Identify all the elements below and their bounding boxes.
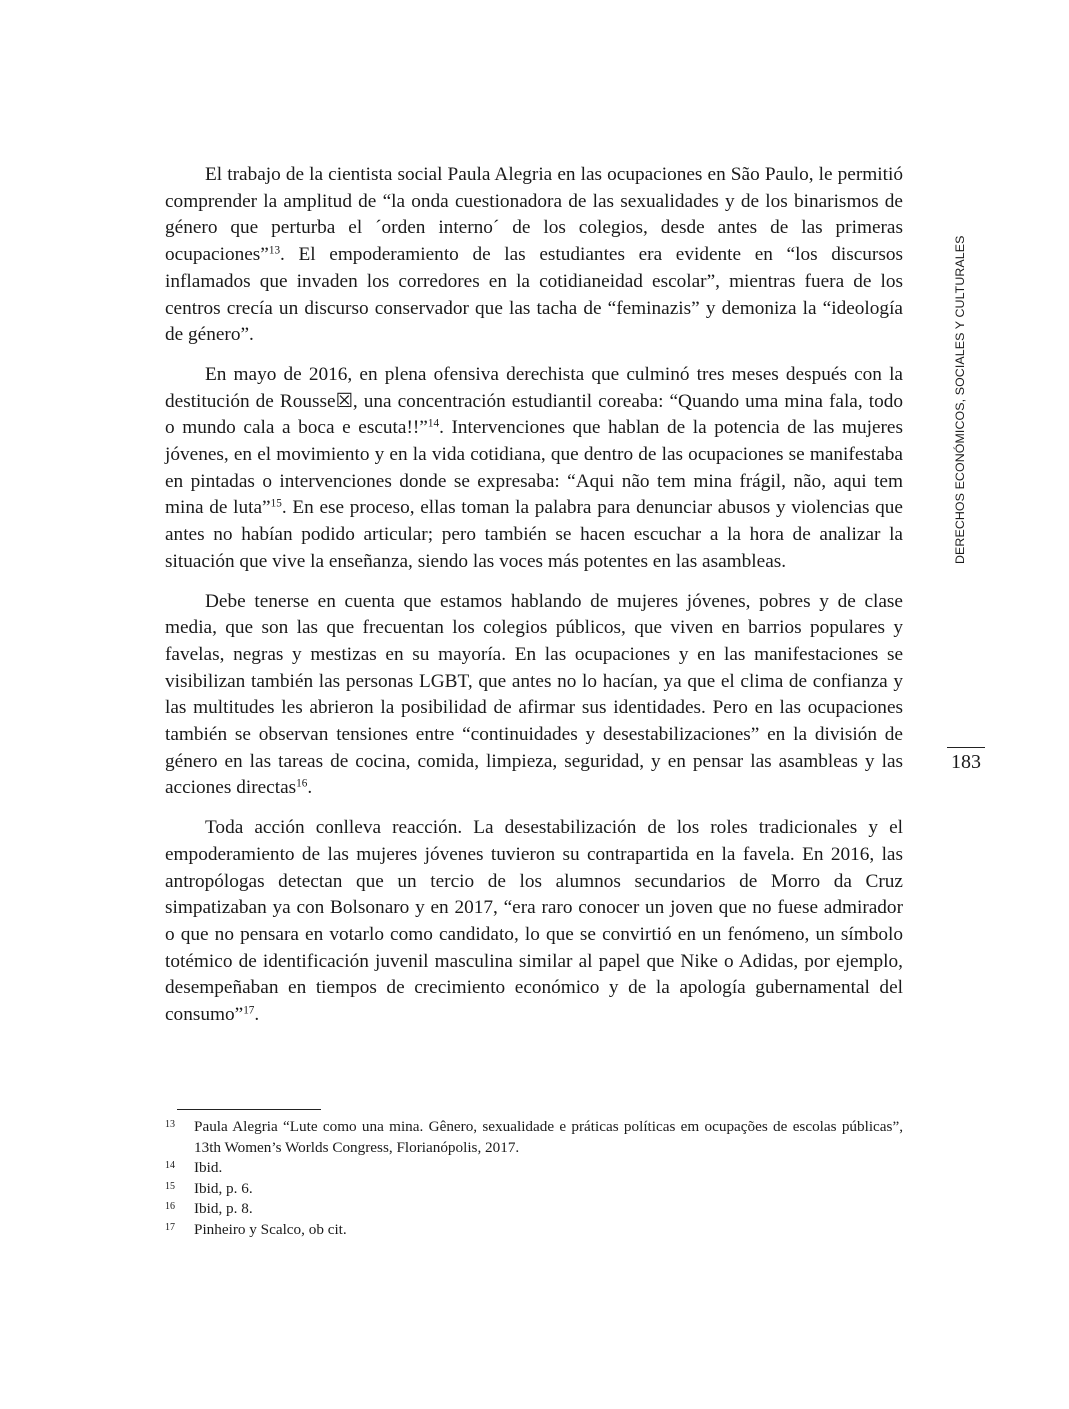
footnote-number: 14 — [165, 1160, 175, 1172]
paragraph-text: . El empoderamiento de las estudiantes era evidente en “los discursos inflamados que invaden los corredores en la cotidianeidad escolar”, mientras fuera de los centros crecía un discurso conservador que las tacha de “feminazis” y demoniza la “ideología de género”. — [165, 244, 903, 346]
footnote-ref: 15 — [270, 497, 282, 510]
paragraph — [165, 815, 903, 1029]
footnote-ref: 16 — [296, 777, 308, 790]
footnote-separator — [177, 1109, 321, 1110]
page-number: 183 — [951, 751, 981, 773]
footnote-number: 13 — [165, 1119, 175, 1130]
paragraph — [165, 362, 903, 576]
running-section-label: DERECHOS ECONÓMICOS, SOCIALES Y CULTURALES — [953, 235, 967, 564]
paragraph — [165, 589, 903, 803]
footnote-text: Ibid, p. 8. — [194, 1200, 253, 1218]
footnote-number: 15 — [165, 1180, 175, 1192]
paragraph-text: El trabajo de la cientista social Paula Alegria en las ocupaciones en São Paulo, le permitió comprender la amplitud de “la onda cuestionadora de las sexualidades y de los binarismos de género que perturba el ´orden interno´ de los colegios, desde antes de las primeras ocupaciones” — [165, 164, 903, 266]
paragraph-text: . — [307, 777, 313, 799]
footnote-number: 17 — [165, 1221, 175, 1233]
footnote-text: Pinheiro y Scalco, ob cit. — [194, 1220, 347, 1238]
paragraph — [165, 162, 903, 349]
footnote-ref: 13 — [268, 244, 281, 257]
footnote — [165, 1179, 903, 1200]
footnote — [165, 1158, 903, 1179]
paragraph-text: . En ese proceso, ellas toman la palabra para denunciar abusos y violencias que antes no habían podido articular; pero también se hacen escuchar a la hora de analizar la situación que vive la enseñanza, siendo las voces más potentes en las asambleas. — [165, 497, 903, 572]
page-number-rule — [947, 747, 985, 748]
paragraph-text: En mayo de 2016, en plena ofensiva derechista que culminó tres meses después con la destitución de Rousse☒, una concentración estudiantil coreaba: “Quando uma mina fala, todo o mundo cala a boca e escuta!!” — [165, 363, 903, 439]
footnote-text: Paula Alegria “Lute como una mina. Gênero, sexualidade e práticas políticas em ocupações de escolas públicas”, 13th Women’s Worlds Congress, Florianópolis, 2017. — [194, 1118, 903, 1156]
paragraph-text: Toda acción conlleva reacción. La desestabilización de los roles tradicionales y el empoderamiento de las mujeres jóvenes tuvieron su contrapartida en la favela. En 2016, las antropólogas detectan que un tercio de los alumnos secundarios de Morro da Cruz simpatizaban ya con Bolsonaro y en 2017, “era raro conocer un joven que no fuese admirador o que no pensara en votarlo como candidato, lo que se convirtió en un fenómeno, un símbolo totémico de identificación juvenil masculina similar al papel que Nike o Adidas, por ejemplo, desempeñaban en tiempos de crecimiento económico y de la apología gubernamental del consumo” — [165, 817, 903, 1026]
footnotes — [165, 1117, 903, 1241]
paragraph-text: . — [254, 1004, 260, 1026]
footnote — [165, 1220, 903, 1241]
footnote-ref: 14 — [427, 417, 440, 430]
footnote-text: Ibid, p. 6. — [194, 1179, 253, 1197]
body-text — [165, 162, 903, 1042]
footnote — [165, 1117, 903, 1158]
footnote — [165, 1199, 903, 1220]
footnote-text: Ibid. — [194, 1159, 223, 1177]
paragraph-text: . Intervenciones que hablan de la potencia de las mujeres jóvenes, en el movimiento y en la vida cotidiana, que dentro de las ocupaciones se manifestaba en pintadas o intervenciones donde se expresaba: “Aqui não tem mina frágil, não, aqui tem mina de luta” — [165, 417, 903, 519]
footnote-number: 16 — [165, 1201, 175, 1213]
footnote-ref: 17 — [243, 1004, 255, 1017]
paragraph-text: Debe tenerse en cuenta que estamos hablando de mujeres jóvenes, pobres y de clase media, que son las que frecuentan los colegios públicos, que viven en barrios populares y favelas, negras y mestizas en su mayoría. En las ocupaciones y en las manifestaciones se visibilizan también las personas LGBT, que antes no lo hacían, ya que el clima de confianza y las multitudes les abrieron la posibilidad de afirmar sus identidades. Pero en las ocupaciones también se observan tensiones entre “continuidades y desestabilizaciones” en la división de género en las tareas de cocina, comida, limpieza, seguridad, y en pensar las asambleas y las acciones directas — [165, 590, 903, 799]
